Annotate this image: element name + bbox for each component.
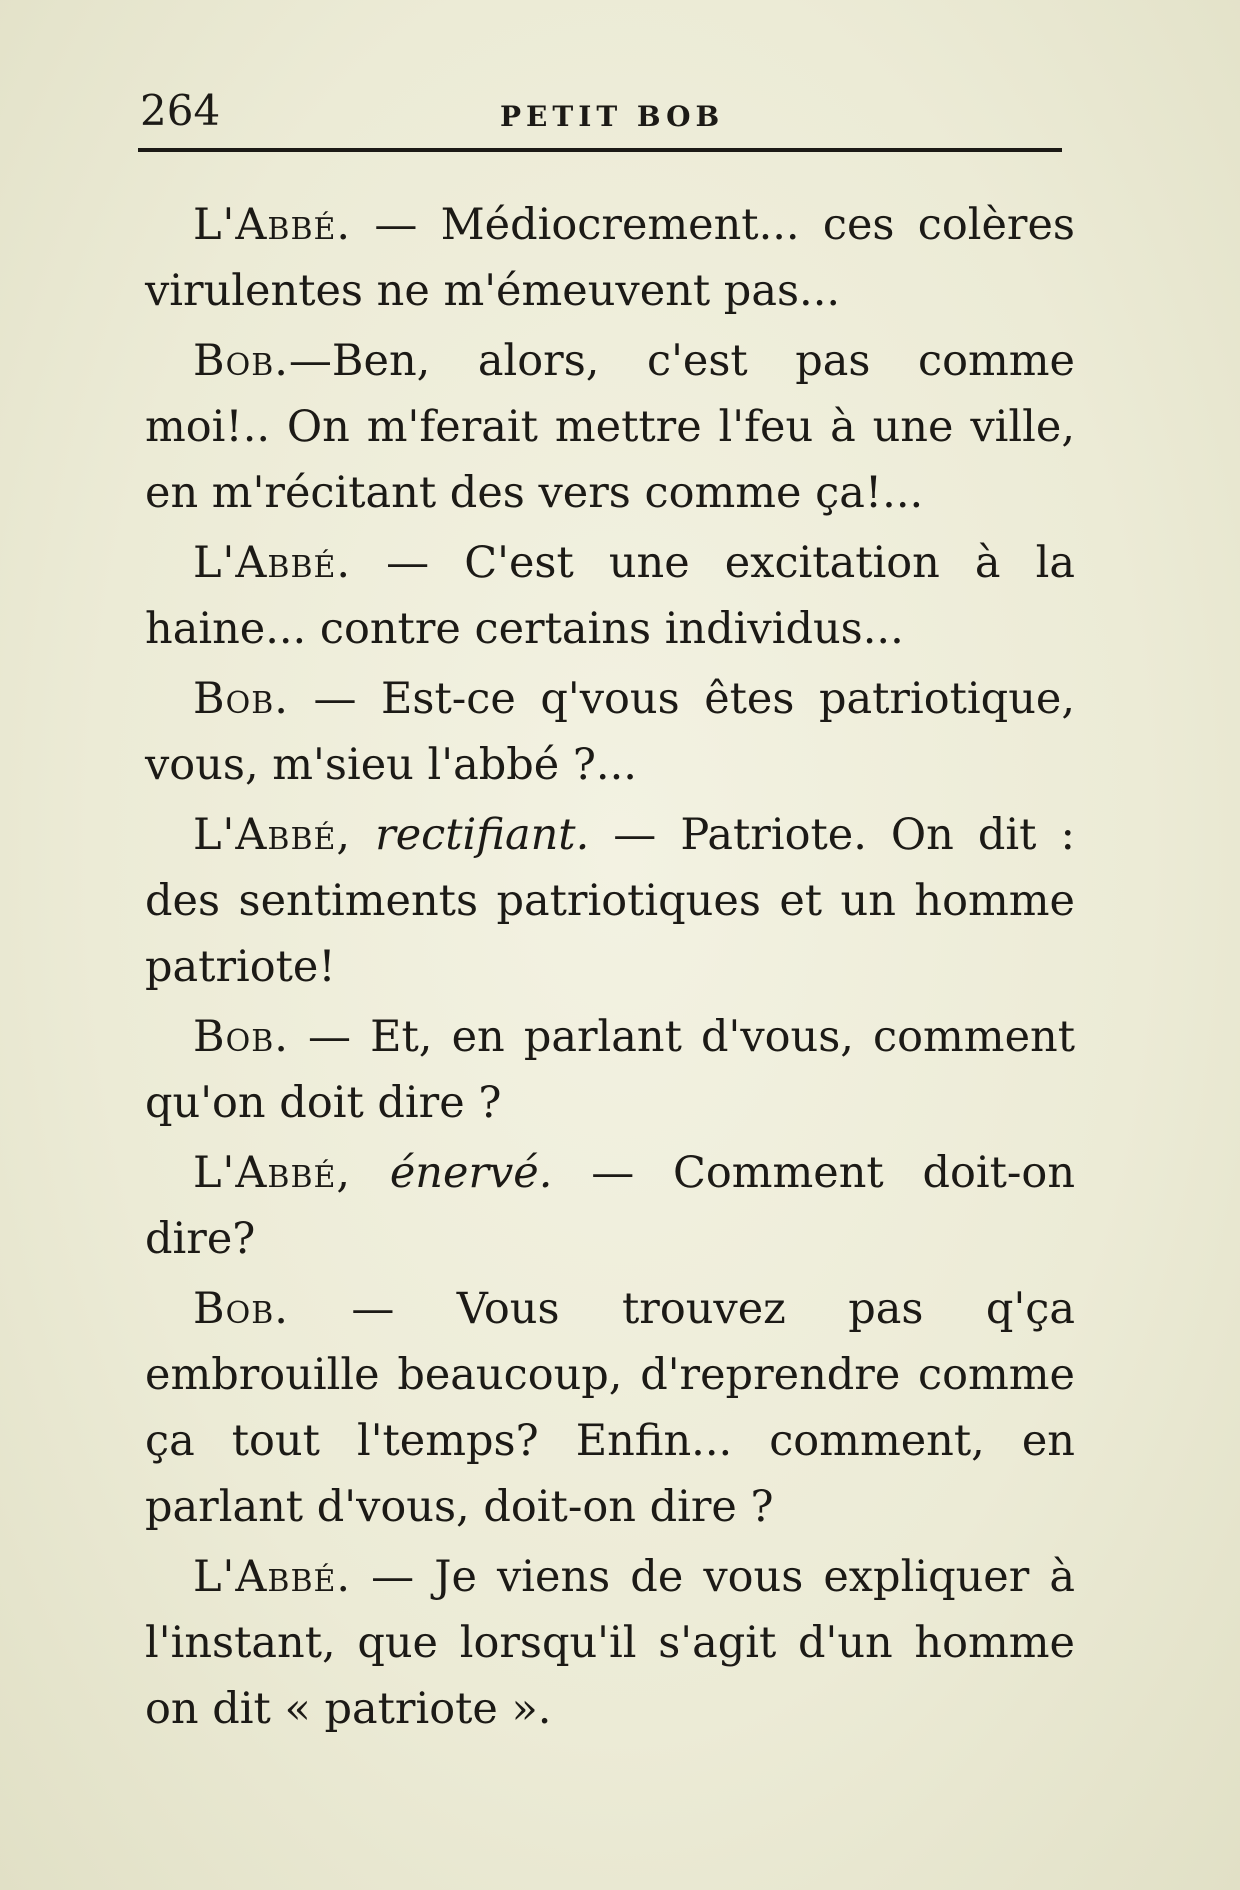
- dialogue-paragraph: [145, 666, 1075, 798]
- speaker-name: L'Abbé.: [193, 200, 352, 250]
- dialogue-line: —Ben, alors, c'est pas comme moi!.. On m'ferait mettre l'feu à une ville, en m'récitant des vers comme ça!...: [145, 336, 1075, 518]
- dialogue-paragraph: [145, 802, 1075, 1000]
- dialogue-paragraph: [145, 1276, 1075, 1540]
- dialogue-line: — Et, en parlant d'vous, comment qu'on doit dire ?: [145, 1012, 1075, 1128]
- dialogue-paragraph: [145, 1004, 1075, 1136]
- stage-direction: rectifiant.: [375, 810, 590, 860]
- speaker-name: L'Abbé,: [193, 810, 352, 860]
- dialogue-line: — Je viens de vous expliquer à l'instant, que lorsqu'il s'agit d'un homme on dit « patriote ».: [145, 1552, 1075, 1734]
- header-rule: [138, 148, 1062, 152]
- stage-direction: énervé.: [389, 1148, 553, 1198]
- dialogue-paragraph: [145, 1544, 1075, 1742]
- dialogue-line: — Comment doit-on dire?: [145, 1148, 1076, 1264]
- speaker-name: Bob.: [193, 674, 289, 724]
- dialogue-paragraph: [145, 530, 1075, 662]
- dialogue-line: — Vous trouvez pas q'ça embrouille beaucoup, d'reprendre comme ça tout l'temps? Enfin... comment, en parlant d'vous, doit-on dire ?: [145, 1284, 1075, 1532]
- dialogue-line: — Est-ce q'vous êtes patriotique, vous, m'sieu l'abbé ?...: [145, 674, 1075, 790]
- page-header: [140, 86, 1062, 146]
- dialogue-paragraph: [145, 328, 1075, 526]
- dialogue-line: — Médiocrement... ces colères virulentes ne m'émeuvent pas...: [145, 200, 1075, 316]
- speaker-name: Bob.: [193, 1284, 289, 1334]
- dialogue-paragraph: [145, 192, 1075, 324]
- speaker-name: L'Abbé.: [193, 1552, 352, 1602]
- dialogue-line: — C'est une excitation à la haine... contre certains individus...: [145, 538, 1075, 654]
- dialogue-line: — Patriote. On dit : des sentiments patriotiques et un homme patriote!: [145, 810, 1076, 992]
- running-title: PETIT BOB: [500, 100, 725, 133]
- speaker-name: L'Abbé.: [193, 538, 352, 588]
- speaker-name: Bob.: [193, 1012, 289, 1062]
- speaker-name: L'Abbé,: [193, 1148, 352, 1198]
- speaker-name: Bob.: [193, 336, 289, 386]
- dialogue-paragraph: [145, 1140, 1075, 1272]
- dialogue-text: [145, 192, 1075, 1742]
- page-number: 264: [140, 86, 221, 135]
